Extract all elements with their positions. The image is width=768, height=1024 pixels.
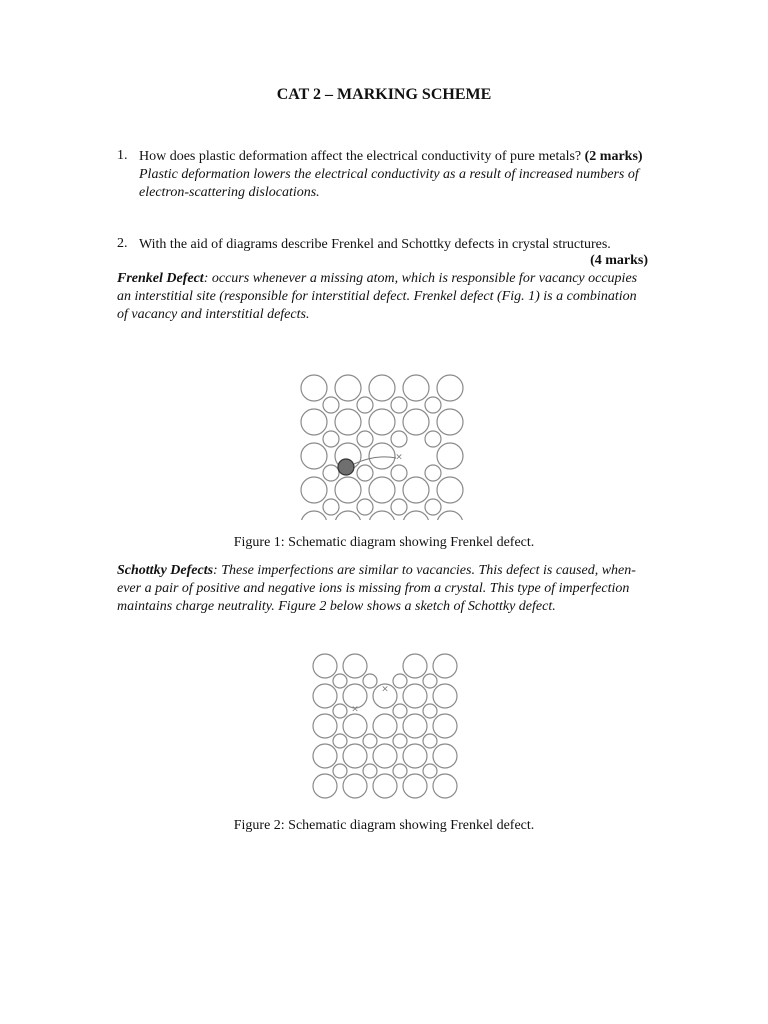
large-atom	[373, 774, 397, 798]
large-atom	[301, 477, 327, 503]
frenkel-line-2: an interstitial site (responsible for interstitial defect. Frenkel defect (Fig. 1) is a combination	[117, 289, 637, 304]
large-atom	[369, 409, 395, 435]
large-atom	[313, 654, 337, 678]
frenkel-line-3: of vacancy and interstitial defects.	[117, 307, 310, 322]
question-1-text: How does plastic deformation affect the electrical conductivity of pure metals?	[139, 149, 582, 164]
large-atom	[403, 511, 429, 520]
large-atom	[313, 684, 337, 708]
large-atom	[437, 477, 463, 503]
small-atom	[391, 465, 407, 481]
frenkel-term: Frenkel Defect	[117, 271, 204, 286]
large-atom	[373, 714, 397, 738]
question-1-answer-line-1: Plastic deformation lowers the electrical conductivity as a result of increased numbers of	[139, 167, 639, 182]
small-atom	[333, 734, 347, 748]
large-atom	[335, 477, 361, 503]
schottky-line-3: maintains charge neutrality. Figure 2 below shows a sketch of Schottky defect.	[117, 599, 556, 614]
large-atom	[403, 409, 429, 435]
large-atom	[369, 443, 395, 469]
large-atom	[403, 477, 429, 503]
large-atom	[433, 744, 457, 768]
schottky-defect-diagram	[312, 652, 458, 802]
large-atom	[301, 409, 327, 435]
question-1	[139, 148, 659, 202]
schottky-line-1: : These imperfections are similar to vacancies. This defect is caused, when-	[213, 563, 636, 578]
small-atom	[333, 674, 347, 688]
small-atom	[357, 431, 373, 447]
small-atom	[425, 499, 441, 515]
small-atom	[357, 465, 373, 481]
large-atom	[343, 714, 367, 738]
large-atom	[403, 774, 427, 798]
large-atom	[433, 774, 457, 798]
question-2-text: With the aid of diagrams describe Frenkel and Schottky defects in crystal structures.	[139, 237, 611, 252]
large-atom	[403, 654, 427, 678]
small-atom	[357, 499, 373, 515]
frenkel-line-1: : occurs whenever a missing atom, which is responsible for vacancy occupies	[203, 271, 638, 286]
large-atom	[437, 375, 463, 401]
large-atom	[343, 654, 367, 678]
large-atom	[403, 744, 427, 768]
vacancy-mark-icon: ×	[381, 684, 389, 695]
large-atom	[335, 511, 361, 520]
large-atom	[335, 375, 361, 401]
large-atom	[403, 375, 429, 401]
small-atom	[333, 704, 347, 718]
small-atom	[423, 764, 437, 778]
large-atom	[433, 684, 457, 708]
figure-2-caption: Figure 2: Schematic diagram showing Frenkel defect.	[233, 818, 535, 833]
question-2-number: 2.	[117, 236, 128, 251]
small-atom	[363, 734, 377, 748]
question-1-number: 1.	[117, 148, 128, 163]
figure-1-caption: Figure 1: Schematic diagram showing Frenkel defect.	[233, 535, 535, 550]
page-title: CAT 2 – MARKING SCHEME	[276, 86, 492, 103]
small-atom	[323, 397, 339, 413]
large-atom	[313, 774, 337, 798]
large-atom	[369, 477, 395, 503]
large-atom	[403, 714, 427, 738]
small-atom	[425, 397, 441, 413]
small-atom	[357, 397, 373, 413]
large-atom	[313, 744, 337, 768]
small-atom	[391, 397, 407, 413]
small-atom	[393, 734, 407, 748]
large-atom	[433, 654, 457, 678]
schottky-paragraph	[117, 562, 657, 616]
question-1-answer-line-2: electron-scattering dislocations.	[139, 185, 320, 200]
large-atom	[437, 409, 463, 435]
small-atom	[323, 431, 339, 447]
small-atom	[323, 499, 339, 515]
large-atom	[343, 744, 367, 768]
large-atom	[343, 774, 367, 798]
large-atom	[301, 443, 327, 469]
schottky-line-2: ever a pair of positive and negative ions is missing from a crystal. This type of imperfection	[117, 581, 630, 596]
schottky-term: Schottky Defects	[117, 563, 214, 578]
small-atom	[393, 704, 407, 718]
small-atom	[423, 704, 437, 718]
large-atom	[437, 443, 463, 469]
small-atom	[393, 764, 407, 778]
small-atom	[393, 674, 407, 688]
large-atom	[373, 744, 397, 768]
small-atom	[391, 431, 407, 447]
vacancy-mark-icon: ×	[351, 704, 359, 715]
small-atom	[423, 674, 437, 688]
frenkel-paragraph	[117, 270, 657, 324]
small-atom	[323, 465, 339, 481]
large-atom	[403, 684, 427, 708]
small-atom	[425, 431, 441, 447]
large-atom	[433, 714, 457, 738]
large-atom	[335, 409, 361, 435]
question-2-marks: (4 marks)	[590, 253, 648, 268]
small-atom	[333, 764, 347, 778]
small-atom	[363, 674, 377, 688]
vacancy-mark-icon: ×	[395, 452, 403, 463]
large-atom	[369, 375, 395, 401]
question-1-marks: (2 marks)	[584, 149, 643, 164]
small-atom	[363, 764, 377, 778]
large-atom	[313, 714, 337, 738]
frenkel-defect-diagram	[296, 372, 472, 520]
large-atom	[369, 511, 395, 520]
small-atom	[391, 499, 407, 515]
small-atom	[423, 734, 437, 748]
interstitial-atom	[338, 459, 354, 475]
large-atom	[301, 375, 327, 401]
small-atom	[425, 465, 441, 481]
large-atom	[437, 511, 463, 520]
large-atom	[301, 511, 327, 520]
